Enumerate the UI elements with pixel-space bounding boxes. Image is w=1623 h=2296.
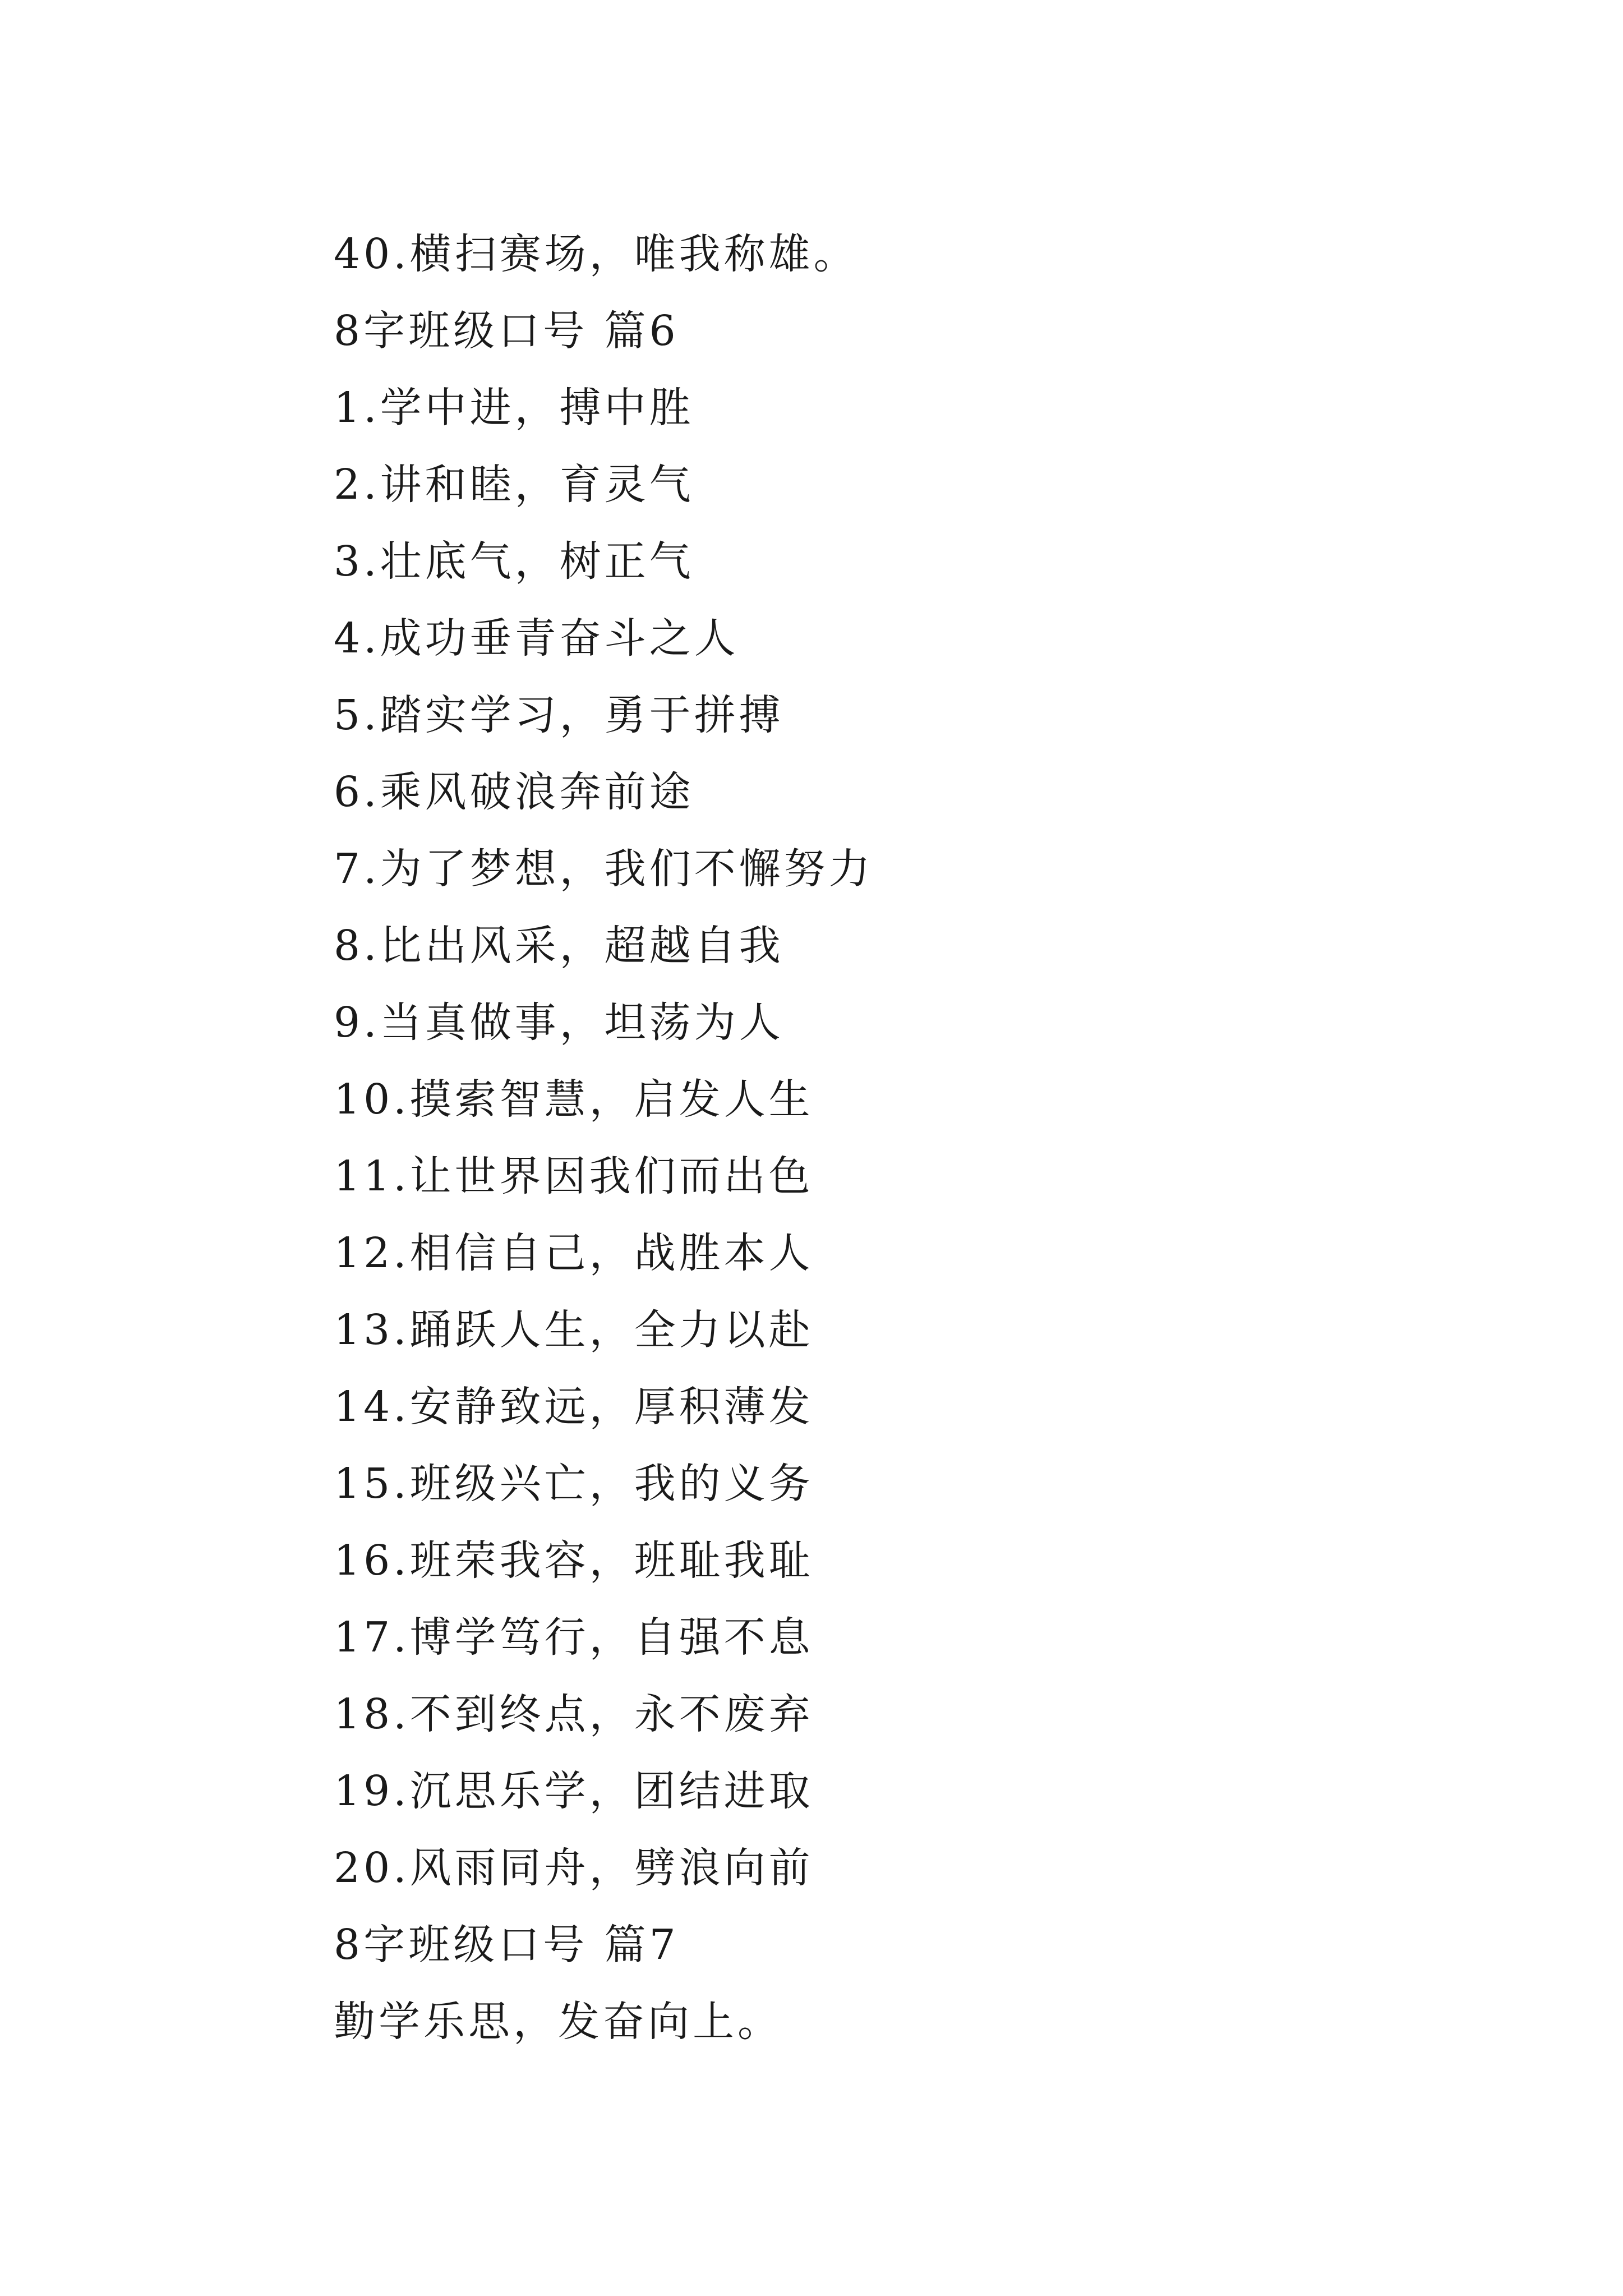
slogan-line-15: 15.班级兴亡，我的义务 [334, 1460, 814, 1508]
slogan-line-1: 1.学中进，搏中胜 [334, 384, 694, 432]
slogan-line-2: 2.讲和睦，育灵气 [334, 461, 694, 509]
slogan-line-12: 12.相信自己，战胜本人 [334, 1229, 814, 1277]
slogan-line-16: 16.班荣我容，班耻我耻 [334, 1536, 814, 1585]
slogan-line-14: 14.安静致远，厚积薄发 [334, 1383, 814, 1431]
section-heading-6: 8字班级口号 篇6 [334, 307, 679, 355]
slogan-line-7: 7.为了梦想，我们不懈努力 [334, 845, 874, 893]
slogan-line-3: 3.壮底气，树正气 [334, 537, 694, 586]
section-heading-7: 8字班级口号 篇7 [334, 1921, 679, 1969]
slogan-line-5: 5.踏实学习，勇于拼搏 [334, 691, 784, 739]
slogan-line-6: 6.乘风破浪奔前途 [334, 768, 694, 816]
slogan-line-19: 19.沉思乐学，团结进取 [334, 1767, 814, 1815]
slogan-line-10: 10.摸索智慧，启发人生 [334, 1075, 814, 1124]
slogan-line-20: 20.风雨同舟，劈浪向前 [334, 1844, 814, 1892]
slogan-line-18: 18.不到终点，永不废弃 [334, 1690, 814, 1738]
slogan-line-final: 勤学乐思，发奋向上。 [334, 1998, 782, 2046]
slogan-line-40: 40.横扫赛场，唯我称雄。 [334, 230, 859, 278]
slogan-line-13: 13.踊跃人生，全力以赴 [334, 1306, 814, 1354]
slogan-line-4: 4.成功垂青奋斗之人 [334, 614, 739, 662]
slogan-line-8: 8.比出风采，超越自我 [334, 922, 784, 970]
document-body [334, 216, 1455, 2060]
slogan-line-17: 17.博学笃行，自强不息 [334, 1613, 814, 1662]
slogan-line-11: 11.让世界因我们而出色 [334, 1152, 814, 1200]
slogan-line-9: 9.当真做事，坦荡为人 [334, 999, 784, 1047]
